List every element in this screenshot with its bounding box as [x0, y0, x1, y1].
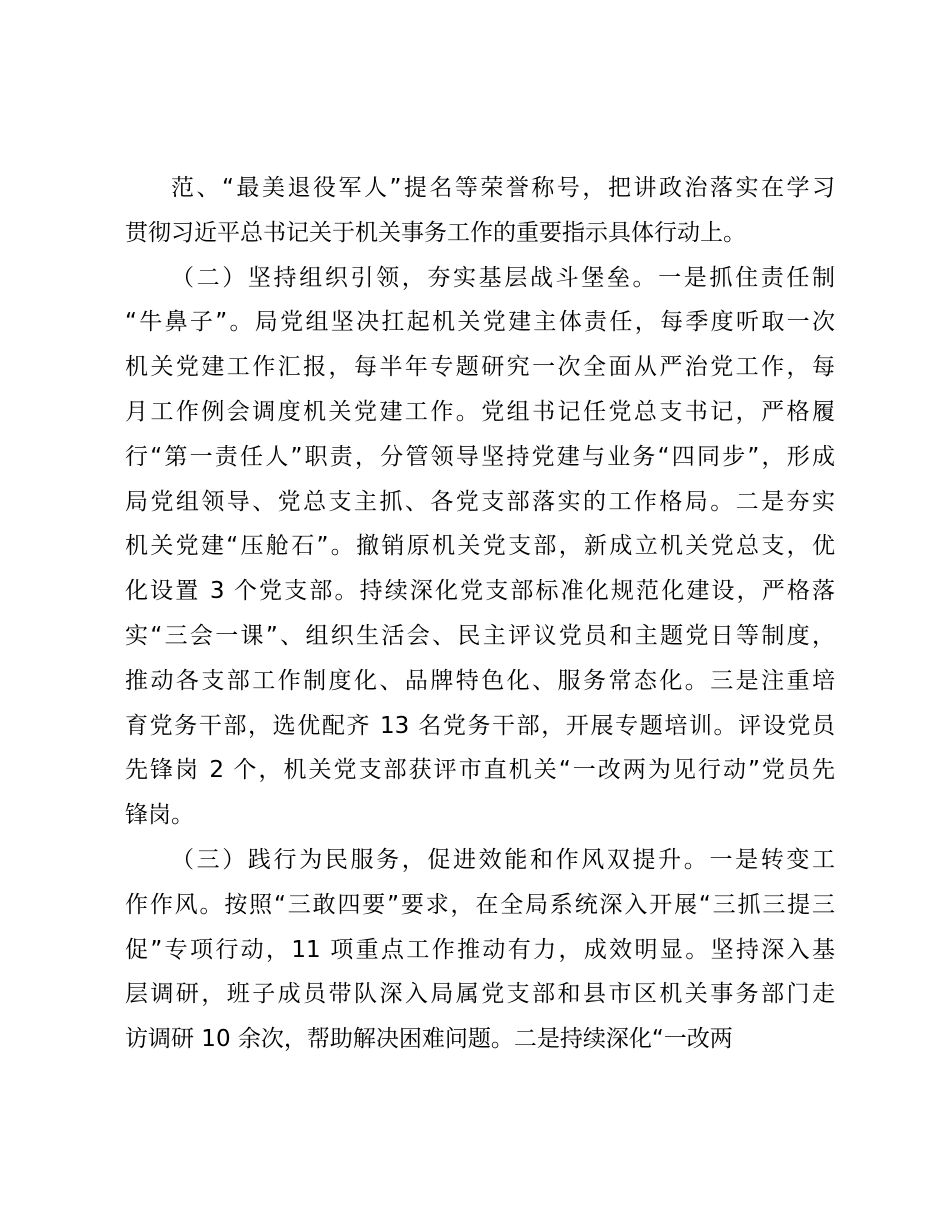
- text-line: 作作风。按照“三敢四要”要求，在全局系统深入开展“三抓三提三: [125, 891, 835, 918]
- text-line: “牛鼻子”。局党组坚决扛起机关党建主体责任，每季度听取一次: [125, 309, 835, 336]
- text-line: 行“第一责任人”职责，分管领导坚持党建与业务“四同步”，形成: [125, 443, 835, 470]
- text-line: 局党组领导、党总支主抓、各党支部落实的工作格局。二是夯实: [125, 488, 835, 515]
- text-line: 月工作例会调度机关党建工作。党组书记任党总支书记，严格履: [125, 398, 835, 425]
- text-line: 实“三会一课”、组织生活会、民主评议党员和主题党日等制度，: [125, 622, 835, 649]
- text-line: 机关党建工作汇报，每半年专题研究一次全面从严治党工作，每: [125, 354, 835, 381]
- text-line: 访调研 10 余次，帮助解决困难问题。二是持续深化“一改两: [125, 1026, 733, 1053]
- text-line: 先锋岗 2 个，机关党支部获评市直机关“一改两为见行动”党员先: [125, 757, 835, 784]
- text-line: 层调研，班子成员带队深入局属党支部和县市区机关事务部门走: [125, 981, 835, 1008]
- text-line: 育党务干部，选优配齐 13 名党务干部，开展专题培训。评设党员: [125, 712, 835, 739]
- text-line: 化设置 3 个党支部。持续深化党支部标准化规范化建设，严格落: [125, 578, 835, 605]
- text-line: （二）坚持组织引领，夯实基层战斗堡垒。一是抓住责任制: [171, 264, 835, 291]
- text-line: 贯彻习近平总书记关于机关事务工作的重要指示具体行动上。: [125, 219, 746, 246]
- text-line: 促”专项行动，11 项重点工作推动有力，成效明显。坚持深入基: [125, 936, 835, 963]
- text-line: 机关党建“压舱石”。撤销原机关党支部，新成立机关党总支，优: [125, 533, 835, 560]
- text-line: 范、“最美退役军人”提名等荣誉称号，把讲政治落实在学习: [171, 175, 835, 201]
- document-body: [125, 166, 835, 1062]
- text-line: 锋岗。: [125, 802, 194, 829]
- text-line: 推动各支部工作制度化、品牌特色化、服务常态化。三是注重培: [125, 667, 835, 694]
- text-line: （三）践行为民服务，促进效能和作风双提升。一是转变工: [171, 846, 835, 873]
